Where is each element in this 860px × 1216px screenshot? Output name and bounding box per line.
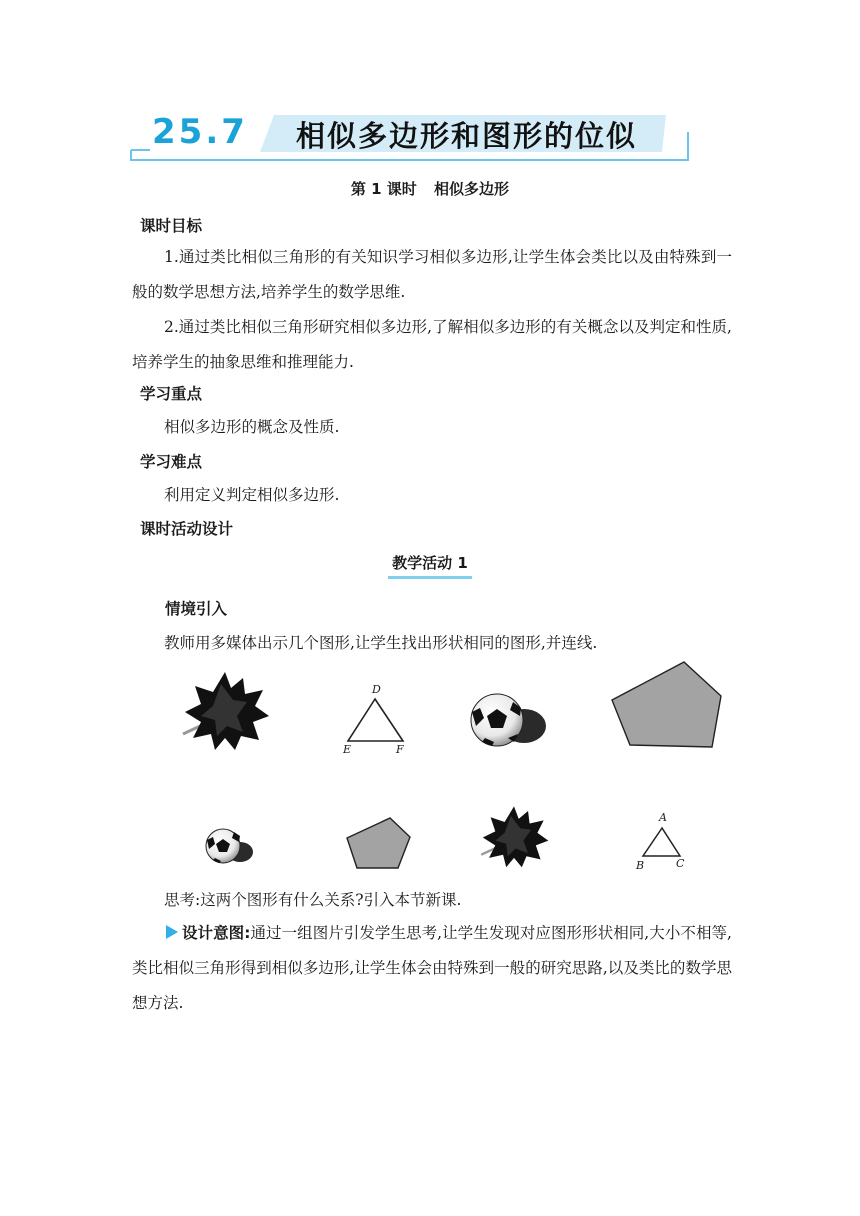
key-point-heading: 学习重点 — [140, 385, 203, 403]
intro-text: 教师用多媒体出示几个图形,让学生找出形状相同的图形,并连线. — [164, 634, 598, 652]
soccer-ball-small-image — [206, 829, 253, 863]
label-a: A — [659, 811, 667, 824]
lesson-subtitle — [0, 178, 860, 199]
intro-heading: 情境引入 — [165, 600, 228, 618]
pentagon-small — [347, 818, 410, 868]
lesson-title: 相似多边形 — [434, 180, 510, 198]
label-e: E — [343, 743, 352, 756]
difficulty-heading: 学习难点 — [140, 453, 203, 471]
figure-area — [0, 650, 860, 880]
leaf-small-image — [481, 806, 548, 867]
think-text: 思考:这两个图形有什么关系?引入本节新课. — [164, 891, 462, 909]
label-c: C — [676, 857, 685, 870]
label-d: D — [372, 683, 381, 696]
design-heading: 课时活动设计 — [140, 520, 234, 538]
objective-item-2: 2.通过类比相似三角形研究相似多边形,了解相似多边形的有关概念以及判定和性质,培养学生的抽象思维和推理能力. — [132, 318, 732, 371]
soccer-ball-large-image — [471, 694, 546, 746]
label-b: B — [636, 859, 645, 872]
label-f: F — [396, 743, 404, 756]
objectives-heading: 课时目标 — [140, 217, 203, 235]
key-point-text: 相似多边形的概念及性质. — [164, 418, 340, 436]
intent-text: 通过一组图片引发学生思考,让学生发现对应图形形状相同,大小不相等,类比相似三角形得到相似多边形,让学生体会由特殊到一般的研究思路,以及类比的数学思想方法. — [132, 924, 732, 1012]
section-number: 25.7 — [152, 112, 248, 152]
triangle-abc — [635, 811, 685, 872]
activity-label-wrap — [0, 552, 860, 579]
lesson-period: 第 1 课时 — [350, 180, 417, 198]
difficulty-text: 利用定义判定相似多边形. — [164, 486, 340, 504]
intent-label: 设计意图: — [182, 924, 251, 942]
section-title: 相似多边形和图形的位似 — [296, 119, 638, 153]
design-intent — [132, 916, 732, 1021]
objective-item-1: 1.通过类比相似三角形的有关知识学习相似多边形,让学生体会类比以及由特殊到一般的数学思想方法,培养学生的数学思维. — [132, 248, 732, 301]
pentagon-large — [612, 662, 721, 747]
activity-label: 教学活动 1 — [388, 552, 472, 579]
triangle-def — [342, 683, 404, 756]
leaf-large-image — [183, 672, 269, 750]
